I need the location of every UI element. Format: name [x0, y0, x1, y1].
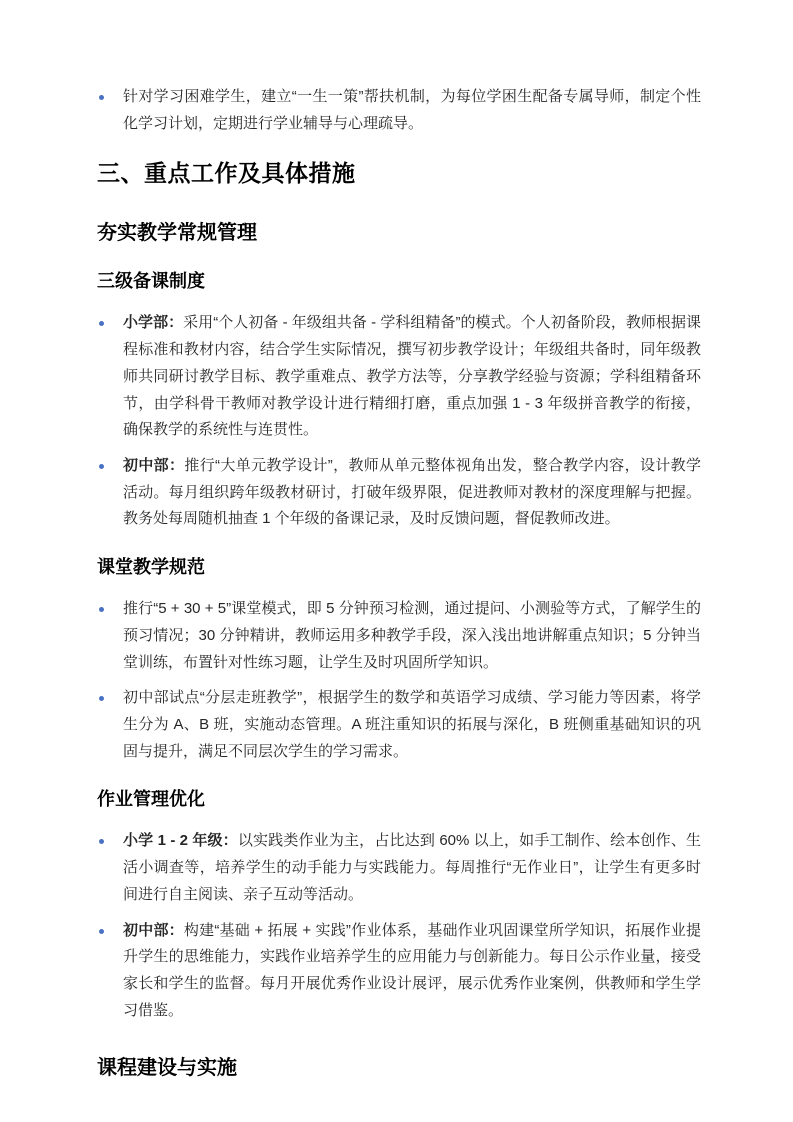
subsection-heading-curriculum: 课程建设与实施: [97, 1057, 237, 1080]
topic-heading-classroom-norms: 课堂教学规范: [97, 556, 205, 577]
list-item-tiered-classes: [97, 685, 701, 765]
list-item-primary-homework: [97, 828, 701, 908]
list-item-body: 推行“5 + 30 + 5”课堂模式，即 5 分钟预习检测，通过提问、小测验等方式，了解学生的预习情况；30 分钟精讲，教师运用多种教学手段，深入浅出地讲解重点知识；5 分钟当堂训练，布置针对性练习题，让学生及时巩固所学知识。: [123, 600, 701, 671]
list-item-term: 初中部：: [123, 456, 185, 474]
list-item-body: 构建“基础 + 拓展 + 实践”作业体系，基础作业巩固课堂所学知识，拓展作业提升学生的思维能力，实践作业培养学生的应用能力与创新能力。每日公示作业量，接受家长和学生的监督。每月开展优秀作业设计展评，展示优秀作业案例，供教师和学生学习借鉴。: [123, 921, 701, 1019]
list-item-struggling-students: [97, 84, 701, 137]
list-item-term: 小学部：: [123, 314, 184, 332]
bullet-icon: [99, 696, 104, 701]
bullet-icon: [99, 95, 104, 100]
topic-heading-homework: 作业管理优化: [97, 789, 205, 810]
list-item-body: 推行“大单元教学设计”，教师从单元整体视角出发，整合教学内容，设计教学活动。每月组织跨年级教材研讨，打破年级界限，促进教师对教材的深度理解与把握。教务处每周随机抽查 1 个年级的备课记录，及时反馈问题，督促教师改进。: [123, 456, 701, 528]
list-item-body: 以实践类作业为主，占比达到 60% 以上，如手工制作、绘本创作、生活小调查等，培养学生的动手能力与实践能力。每周推行“无作业日”，让学生有更多时间进行自主阅读、亲子互动等活动。: [123, 832, 701, 903]
list-item-body: 针对学习困难学生，建立“一生一策”帮扶机制，为每位学困生配备专属导师，制定个性化学习计划，定期进行学业辅导与心理疏导。: [123, 88, 701, 132]
list-item-term: 小学 1 - 2 年级：: [123, 832, 238, 850]
bullet-icon: [99, 464, 104, 469]
list-item-primary-prep: [97, 310, 701, 443]
list-item-term: 初中部：: [123, 921, 184, 939]
bullet-icon: [99, 321, 104, 326]
list-item-5-30-5-model: [97, 596, 701, 676]
list-item-body: 采用“个人初备 - 年级组共备 - 学科组精备”的模式。个人初备阶段，教师根据课程标准和教材内容，结合学生实际情况，撰写初步教学设计；年级组共备时，同年级教师共同研讨教学目标、教学重难点、教学方法等，分享教学经验与资源；学科组精备环节，由学科骨干教师对教学设计进行精细打磨，重点加强 1 - 3 年级拼音教学的衔接，确保教学的系统性与连贯性。: [123, 314, 701, 439]
list-item-body: 初中部试点“分层走班教学”，根据学生的数学和英语学习成绩、学习能力等因素，将学生分为 A、B 班，实施动态管理。A 班注重知识的拓展与深化，B 班侧重基础知识的巩固与提升，满足不同层次学生的学习需求。: [123, 689, 701, 760]
bullet-icon: [99, 607, 104, 612]
topic-heading-lesson-prep: 三级备课制度: [97, 271, 205, 292]
list-item-junior-prep: [97, 453, 701, 533]
subsection-heading-teaching-routine: 夯实教学常规管理: [97, 222, 257, 245]
bullet-icon: [99, 839, 104, 844]
bullet-icon: [99, 929, 104, 934]
section-heading-key-work: 三、重点工作及具体措施: [97, 160, 356, 187]
list-item-junior-homework: [97, 918, 701, 1025]
